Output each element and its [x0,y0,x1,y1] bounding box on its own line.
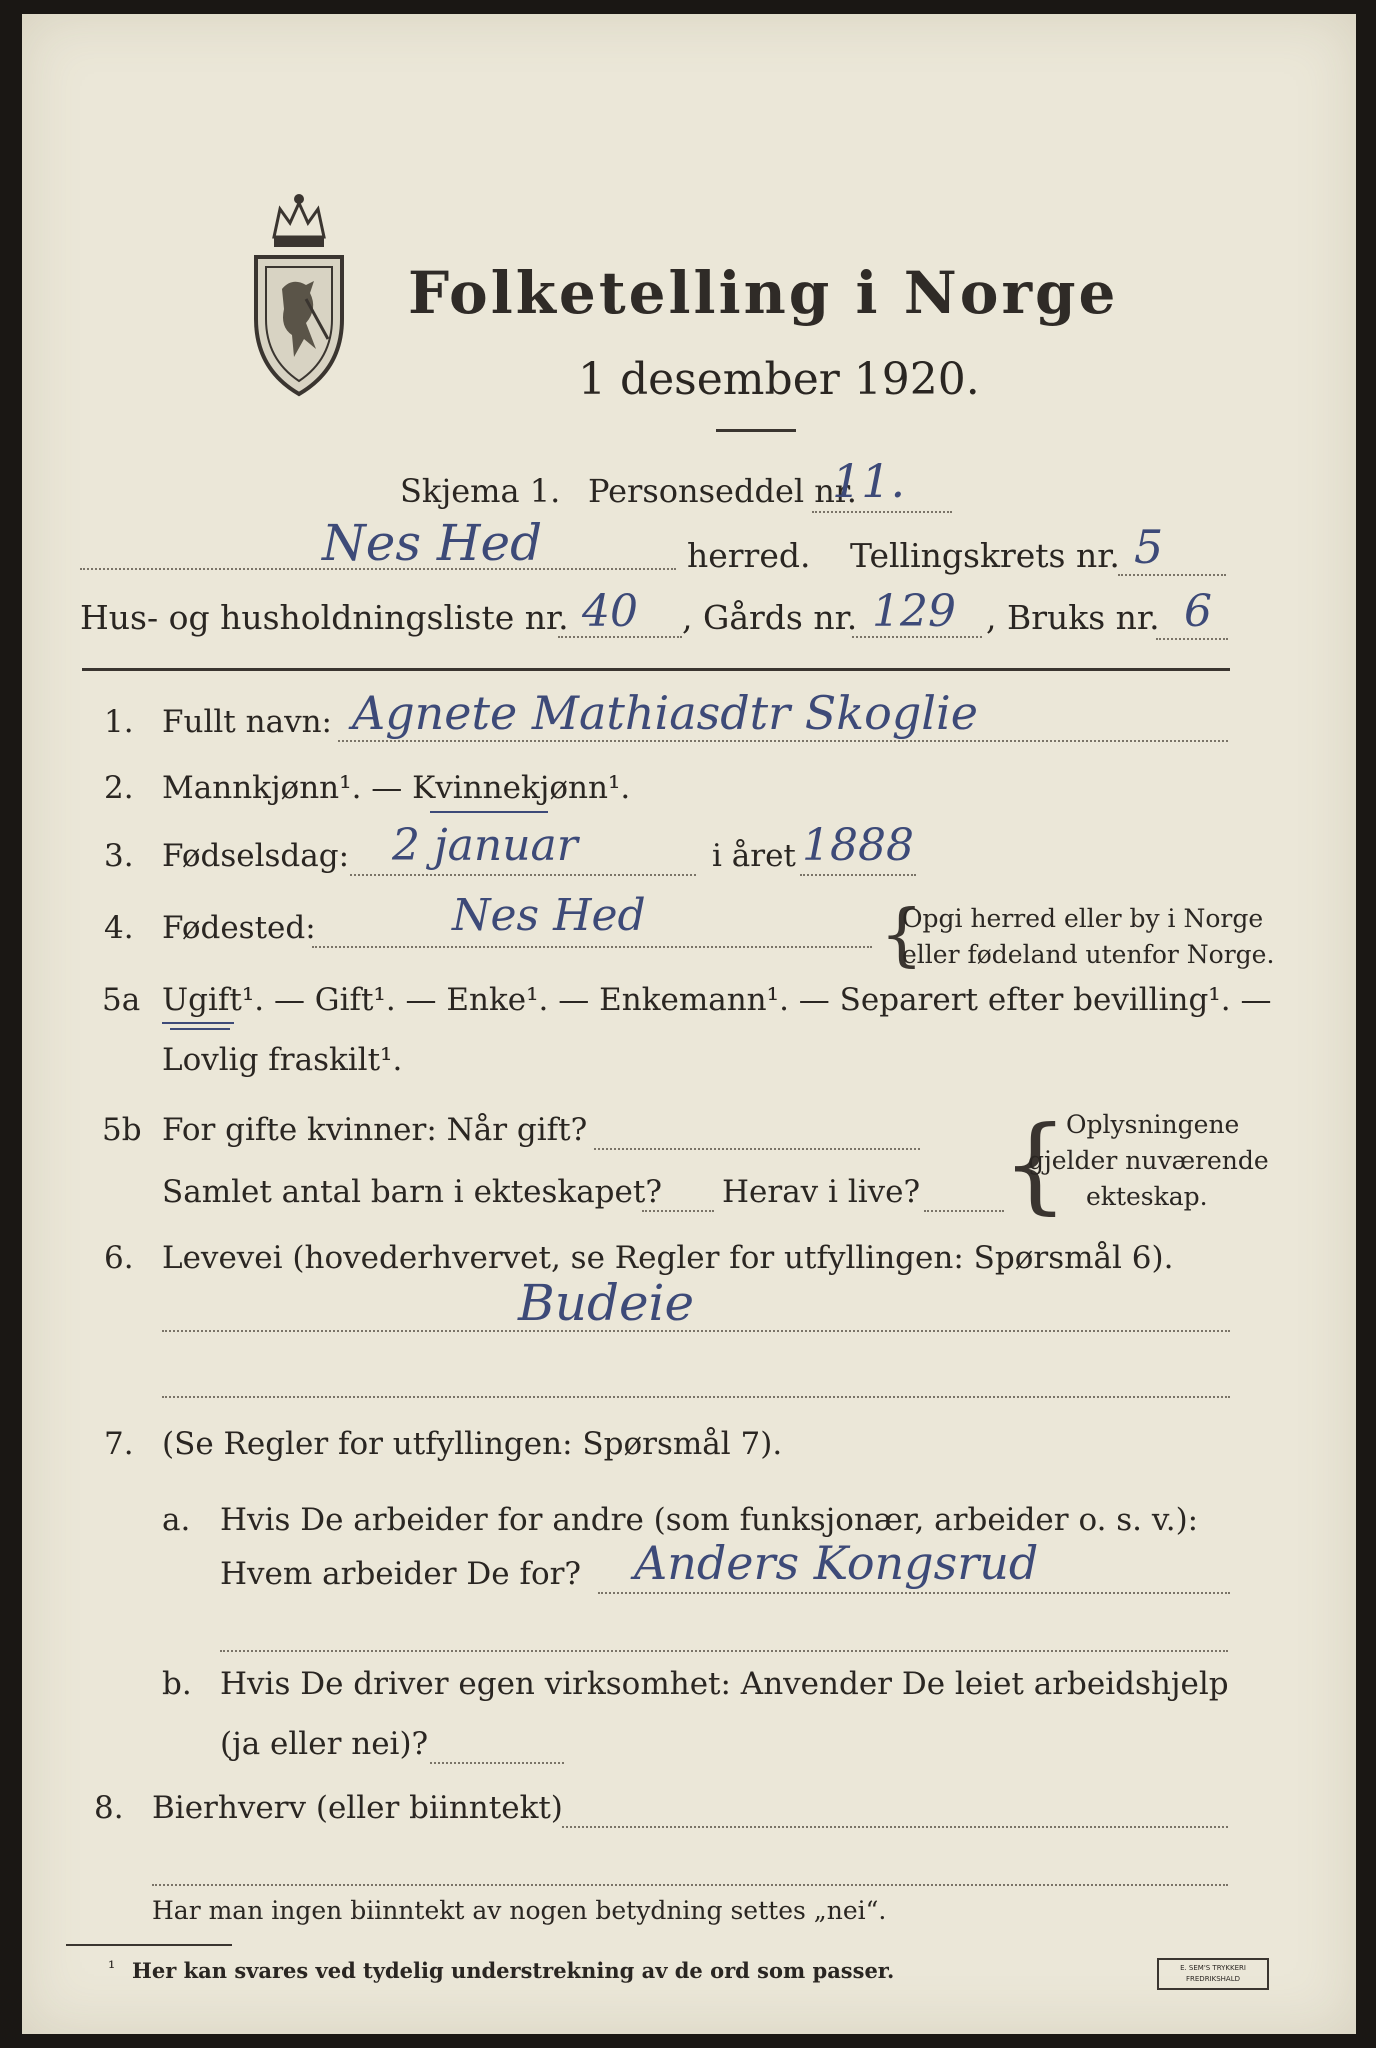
q5a-line2: Lovlig fraskilt¹. [162,1042,403,1078]
q5b-note-line1: Oplysningene [1066,1110,1240,1139]
q1-value: Agnete Mathiasdtr Skoglie [352,686,978,740]
q5b-note-line2: gjelder nuværende [1028,1146,1269,1175]
schema-label: Skjema 1. [400,472,561,510]
q7a-line2-dots [598,1592,1230,1594]
q7-label: (Se Regler for utfyllingen: Spørsmål 7). [162,1426,783,1462]
footnote-mark: ¹ [108,1958,116,1979]
q8-line2 [152,1884,1228,1886]
husliste-label: Hus- og husholdningsliste nr. [80,598,569,637]
q7b-line2: (ja eller nei)? [220,1726,429,1762]
header-divider [82,668,1230,671]
q1-number: 1. [104,704,134,740]
gards-value: 129 [872,586,956,637]
q2-label: Mannkjønn¹. — Kvinnekjønn¹. [162,770,631,806]
printer-stamp [1157,1958,1269,1990]
q5b-line2a-dots [642,1210,714,1212]
q5a-number: 5a [102,982,141,1018]
q3-year-label: i året [712,838,796,874]
q2-underline-mark [430,811,548,813]
q7a-line3-dots [220,1650,1228,1652]
q2-number: 2. [104,770,134,806]
q7a-value: Anders Kongsrud [634,1536,1039,1590]
q3-line [350,874,696,876]
q5b-line2b-dots [924,1210,1004,1212]
q5b-line1-dots [594,1148,920,1150]
q6-line1 [162,1330,1230,1332]
q5b-note-line3: ekteskap. [1086,1182,1208,1211]
bruks-line [1156,638,1228,640]
tellingskrets-label: Tellingskrets nr. [850,536,1120,575]
bruks-label: , Bruks nr. [986,598,1160,637]
q5b-note-brace: { [1002,1103,1069,1225]
q6-label: Levevei (hovederhvervet, se Regler for utfyllingen: Spørsmål 6). [162,1240,1174,1276]
q6-line2 [162,1396,1230,1398]
footnote-divider [66,1944,232,1946]
q4-value: Nes Hed [452,890,646,941]
q5a-line1: Ugift¹. — Gift¹. — Enke¹. — Enkemann¹. — Separert efter bevilling¹. — [162,982,1272,1018]
q3-value: 2 januar [392,820,578,871]
tellingskrets-line [1118,574,1226,576]
q3-number: 3. [104,838,134,874]
q1-line [338,740,1228,742]
q4-line [312,946,872,948]
bruks-value: 6 [1184,586,1212,637]
q8-label: Bierhverv (eller biinntekt) [152,1790,563,1826]
printer-stamp-line2: FREDRIKSHALD [1185,1975,1240,1983]
q6-value: Budeie [518,1274,695,1332]
q1-label: Fullt navn: [162,704,332,740]
q4-label: Fødested: [162,910,316,946]
q3-label: Fødselsdag: [162,838,350,874]
herred-value: Nes Hed [322,514,543,572]
tellingskrets-value: 5 [1134,520,1164,574]
personseddel-value: 11. [832,454,906,508]
footnote-text: Her kan svares ved tydelig understrekning av de ord som passer. [132,1958,895,1983]
q5a-underline-mark-2 [170,1028,230,1030]
form-title: Folketelling i Norge [408,259,1119,327]
q3-year-line [800,874,916,876]
q5a-underline-mark [162,1022,234,1024]
husliste-value: 40 [582,586,638,637]
q4-note-line1: Opgi herred eller by i Norge [902,904,1264,933]
census-form-page [22,14,1356,2034]
q7a-line1: Hvis De arbeider for andre (som funksjonær, arbeider o. s. v.): [220,1502,1199,1538]
norwegian-coat-of-arms-icon [244,189,354,399]
q7a-line2: Hvem arbeider De for? [220,1556,582,1592]
q5b-line2a: Samlet antal barn i ekteskapet? [162,1174,662,1210]
q5b-line2b: Herav i live? [722,1174,921,1210]
title-divider [716,429,796,432]
printer-stamp-line1: E. SEM'S TRYKKERI [1180,1964,1246,1972]
q5b-number: 5b [102,1112,142,1148]
q8-number: 8. [94,1790,124,1826]
census-date: 1 desember 1920. [578,354,980,405]
q4-note-brace: { [880,896,924,975]
q3-year-value: 1888 [802,820,914,871]
q7b-line1: Hvis De driver egen virksomhet: Anvender De leiet arbeidshjelp [220,1666,1229,1702]
personseddel-line [812,511,952,513]
q8-line1 [562,1826,1228,1828]
q6-number: 6. [104,1240,134,1276]
q7b-number: b. [162,1666,192,1702]
q7-number: 7. [104,1426,134,1462]
q5b-line1: For gifte kvinner: Når gift? [162,1112,588,1148]
footer-note: Har man ingen biinntekt av nogen betydning settes „nei“. [152,1896,887,1925]
q4-note-line2: eller fødeland utenfor Norge. [902,940,1275,969]
q7a-number: a. [162,1502,191,1538]
herred-label: herred. [687,536,811,575]
q4-number: 4. [104,910,134,946]
personseddel-label: Personseddel nr. [588,472,857,510]
q7b-line2-dots [430,1762,564,1764]
gards-label: , Gårds nr. [682,598,858,637]
